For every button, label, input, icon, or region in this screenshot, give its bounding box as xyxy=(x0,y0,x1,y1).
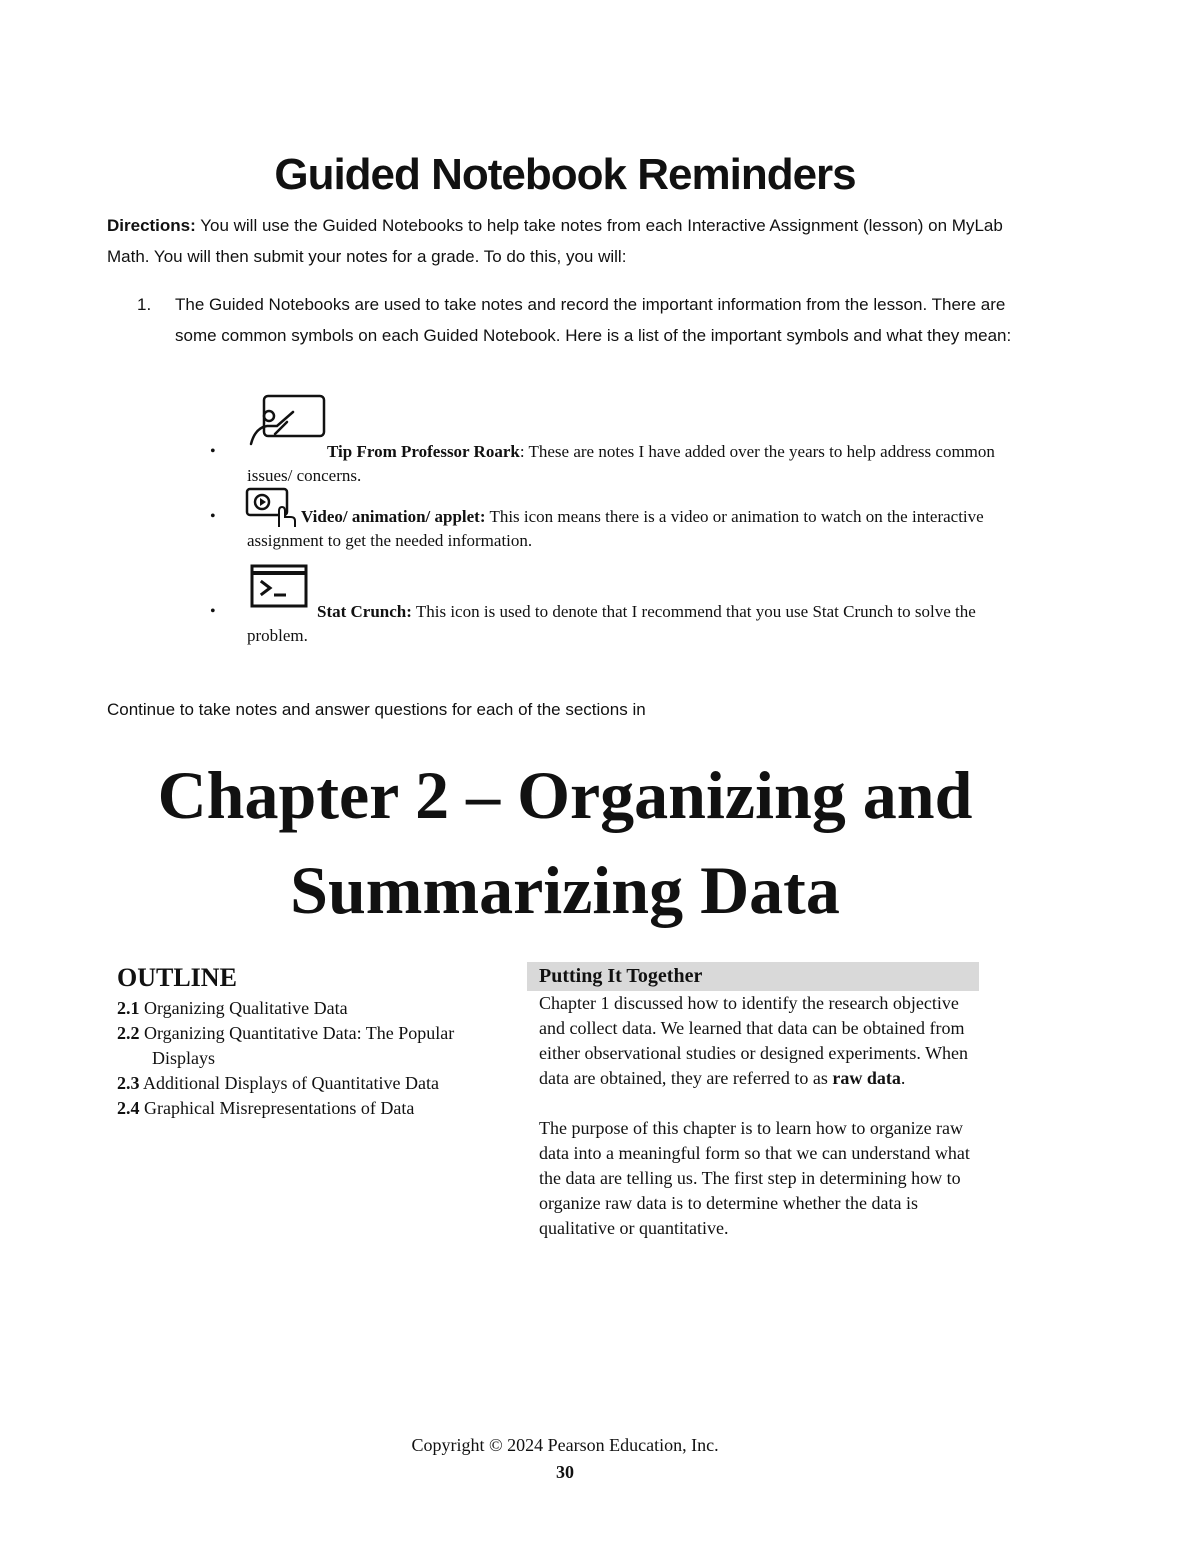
outline-item: 2.3 Additional Displays of Quantitative Data xyxy=(117,1073,439,1093)
continue-text: Continue to take notes and answer questions for each of the sections in xyxy=(107,700,646,719)
directions-text: You will use the Guided Notebooks to help take notes from each Interactive Assignment (lesson) on MyLab Math. You will then submit your notes for a grade. To do this, you will: xyxy=(107,216,1003,266)
symbol-text: This icon is used to denote that I recommend that you use Stat Crunch to solve the problem. xyxy=(247,602,976,645)
outline-heading: OUTLINE xyxy=(117,963,237,992)
outline-box xyxy=(117,962,487,1121)
chapter-title-line-1: Chapter 2 – Organizing and xyxy=(157,757,973,833)
page-number: 30 xyxy=(556,1462,574,1482)
putting-it-together-heading: Putting It Together xyxy=(527,962,979,991)
page-title: Guided Notebook Reminders xyxy=(274,150,856,199)
symbol-item-tip: • Tip From Professor Roark: These are notes I have added over the years to help address common issues/ concerns. xyxy=(210,440,1030,492)
step-text: The Guided Notebooks are used to take notes and record the important information from the lesson. There are some common symbols on each Guided Notebook. Here is a list of the important symbols and what they mean: xyxy=(175,295,1012,345)
symbol-text: These are notes I have added over the years to help address common issues/ concerns. xyxy=(247,442,995,485)
copyright-text: Copyright © 2024 Pearson Education, Inc. xyxy=(411,1435,719,1455)
chapter-title xyxy=(0,748,1130,938)
symbol-text: This icon means there is a video or animation to watch on the interactive assignment to get the needed information. xyxy=(247,507,984,550)
symbol-label: Tip From Professor Roark xyxy=(327,442,520,461)
directions-label: Directions: xyxy=(107,216,196,235)
symbol-item-statcrunch: • Stat Crunch: This icon is used to denote that I recommend that you use Stat Crunch to solve the problem. xyxy=(210,600,1030,652)
symbol-item-video: • Video/ animation/ applet: This icon means there is a video or animation to watch on the interactive assignment to get the needed information. xyxy=(210,505,1030,557)
outline-item: 2.1 Organizing Qualitative Data xyxy=(117,998,348,1018)
putting-it-together-box xyxy=(527,962,979,1241)
outline-item: 2.2 Organizing Quantitative Data: The Popular Displays xyxy=(117,1023,455,1068)
putting-it-together-para-2: The purpose of this chapter is to learn how to organize raw data into a meaningful form so that we can understand what the data are telling us. The first step in determining how to organize raw data is to determine whether the data is qualitative or quantitative. xyxy=(539,1118,970,1238)
outline-item: 2.4 Graphical Misrepresentations of Data xyxy=(117,1098,415,1118)
putting-it-together-para-1: Chapter 1 discussed how to identify the research objective and collect data. We learned that data can be obtained from either observational studies or designed experiments. When data are obtained, they are referred to as raw data. xyxy=(539,993,969,1088)
symbol-label: Video/ animation/ applet: xyxy=(301,507,486,526)
step-number: 1. xyxy=(137,295,152,314)
chapter-title-line-2: Summarizing Data xyxy=(290,852,840,928)
symbol-label: Stat Crunch: xyxy=(317,602,412,621)
directions-paragraph xyxy=(107,210,1007,272)
page-footer xyxy=(0,1432,1130,1486)
